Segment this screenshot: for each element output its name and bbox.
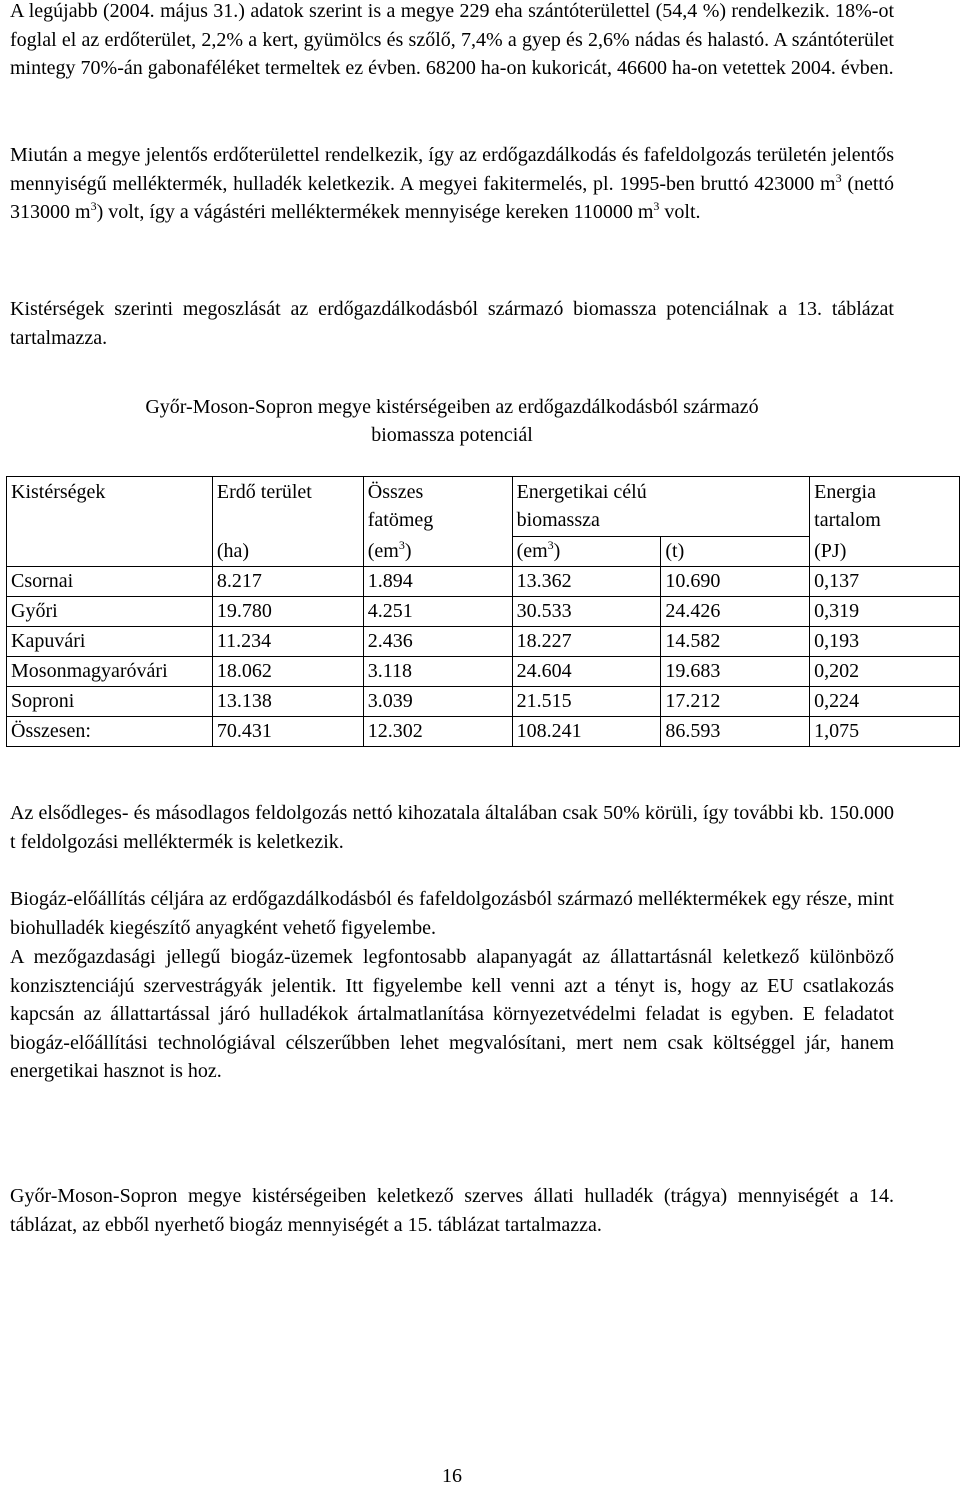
- table-row: [7, 657, 960, 687]
- header-energia-tartalom: [810, 477, 960, 537]
- table-row: [7, 627, 960, 657]
- value-cell: 19.780: [212, 597, 363, 627]
- unit-pj: (PJ): [810, 537, 960, 567]
- value-cell: 1,075: [810, 717, 960, 747]
- value-cell: 0,224: [810, 687, 960, 717]
- value-cell: 12.302: [363, 717, 512, 747]
- value-cell: 21.515: [512, 687, 661, 717]
- paragraph-forestry-text-a: Miután a megye jelentős erdőterülettel rendelkezik, így az erdőgazdálkodás és fafeldolgozás területén jelentős mennyiségű melléktermék, hulladék keletkezik. A megyei fakitermelés, pl. 1995-ben bruttó 423000 m: [10, 144, 894, 195]
- paragraph-forestry-text-d: volt.: [659, 201, 701, 223]
- table-row: [7, 567, 960, 597]
- value-cell: 2.436: [363, 627, 512, 657]
- superscript: 3: [547, 538, 554, 552]
- value-cell: 30.533: [512, 597, 661, 627]
- paragraph-forestry-text-b: (nettó 313000 m: [10, 172, 894, 223]
- value-cell: 13.362: [512, 567, 661, 597]
- paragraph-land-use: A legújabb (2004. május 31.) adatok szerint is a megye 229 eha szántóterülettel (54,4 %) rendelkezik. 18%-ot foglal el az erdőterület, 2,2% a kert, gyümölcs és szőlő, 7,4% a gyep és 2,6% nádas és halastó. A szántóterület mintegy 70%-án gabonaféléket termeltek ez évben. 68200 ha-on kukoricát, 46600 ha-on vetettek 2004. évben.: [10, 0, 894, 79]
- value-cell: 86.593: [661, 717, 810, 747]
- table-row: [7, 597, 960, 627]
- biomass-table: [6, 476, 960, 747]
- paragraph-agri-biogas: A mezőgazdasági jellegű biogáz-üzemek legfontosabb alapanyagát az állattartásnál keletkező különböző konzisztenciájú szervestrágyák jelentik. Itt figyelembe kell venni azt a tényt is, hogy az EU csatlakozás kapcsán az állattartással járó hulladékok ártalmatlanítása környezetvédelmi feladat is egyben. E feladatot biogáz-előállítási technológiával célszerűbben lehet megvalósítani, mert nem csak költséggel jár, hanem energetikai hasznot is hoz.: [10, 946, 894, 1082]
- value-cell: 24.426: [661, 597, 810, 627]
- paragraph-forestry-text-c: ) volt, így a vágástéri melléktermékek mennyisége kereken 110000 m: [96, 201, 654, 223]
- table-units-row: [7, 537, 960, 567]
- header-kistersegek: Kistérségek: [7, 477, 213, 537]
- value-cell: 8.217: [212, 567, 363, 597]
- unit-ha: (ha): [212, 537, 363, 567]
- value-cell: 11.234: [212, 627, 363, 657]
- value-cell: 3.118: [363, 657, 512, 687]
- unit-em3: [512, 537, 661, 567]
- header-text: Energia: [814, 481, 876, 503]
- value-cell: 18.227: [512, 627, 661, 657]
- paragraph-animal-waste: Győr-Moson-Sopron megye kistérségeiben keletkező szerves állati hulladék (trágya) mennyiségét a 14. táblázat, az ebből nyerhető biogáz mennyiségét a 15. táblázat tartalmazza.: [10, 1185, 894, 1236]
- value-cell: 3.039: [363, 687, 512, 717]
- table-row: [7, 687, 960, 717]
- superscript: 3: [398, 537, 405, 552]
- row-label-cell: Csornai: [7, 567, 213, 597]
- value-cell: 18.062: [212, 657, 363, 687]
- paragraph-forestry: [10, 141, 894, 227]
- row-label-cell: Győri: [7, 597, 213, 627]
- table-body: [7, 567, 960, 747]
- page-number: 16: [442, 1465, 462, 1487]
- unit-t: (t): [661, 537, 810, 567]
- value-cell: 108.241: [512, 717, 661, 747]
- value-cell: 10.690: [661, 567, 810, 597]
- row-label-cell: Mosonmagyaróvári: [7, 657, 213, 687]
- superscript: 3: [653, 199, 660, 213]
- value-cell: 0,193: [810, 627, 960, 657]
- unit-em3: [363, 537, 512, 567]
- header-text: fatömeg: [367, 509, 434, 531]
- value-cell: 0,319: [810, 597, 960, 627]
- paragraph-processing-yield: Az elsődleges- és másodlagos feldolgozás nettó kihozatala általában csak 50% körüli, így további kb. 150.000 t feldolgozási melléktermék is keletkezik.: [10, 802, 894, 853]
- value-cell: 19.683: [661, 657, 810, 687]
- unit-text: (em: [367, 539, 399, 562]
- value-cell: 70.431: [212, 717, 363, 747]
- table-header-row: [7, 477, 960, 537]
- unit-text: ): [404, 539, 412, 562]
- superscript: 3: [835, 170, 842, 185]
- paragraph-biogas-forestry: Biogáz-előállítás céljára az erdőgazdálkodásból és fafeldolgozásból származó melléktermékek egy része, mint biohulladék kiegészítő anyagként vehető figyelembe.: [10, 888, 894, 939]
- superscript: 3: [90, 199, 97, 213]
- row-label-cell: Soproni: [7, 687, 213, 717]
- value-cell: 1.894: [363, 567, 512, 597]
- unit-text: ): [553, 540, 561, 562]
- value-cell: 13.138: [212, 687, 363, 717]
- header-text: tartalom: [814, 509, 881, 531]
- value-cell: 4.251: [363, 597, 512, 627]
- header-text: Energetikai célú: [516, 481, 647, 503]
- value-cell: 17.212: [661, 687, 810, 717]
- table-row: [7, 717, 960, 747]
- header-text: Összes: [367, 481, 424, 503]
- unit-empty: [7, 537, 213, 567]
- header-text: biomassza: [516, 509, 600, 531]
- table-caption-line1: Győr-Moson-Sopron megye kistérségeiben az erdőgazdálkodásból származó: [145, 396, 759, 418]
- row-label-cell: Összesen:: [7, 717, 213, 747]
- value-cell: 24.604: [512, 657, 661, 687]
- header-erdo-terulet: Erdő terület: [212, 477, 363, 537]
- row-label-cell: Kapuvári: [7, 627, 213, 657]
- paragraph-table-intro: Kistérségek szerinti megoszlását az erdőgazdálkodásból származó biomassza potenciálnak a 13. táblázat tartalmazza.: [10, 298, 894, 349]
- table-caption-line2: biomassza potenciál: [371, 424, 533, 446]
- header-energetikai-biomassza: [512, 477, 810, 537]
- value-cell: 14.582: [661, 627, 810, 657]
- header-osszes-fatomeg: [363, 477, 512, 537]
- value-cell: 0,137: [810, 567, 960, 597]
- unit-text: (em: [516, 540, 548, 562]
- value-cell: 0,202: [810, 657, 960, 687]
